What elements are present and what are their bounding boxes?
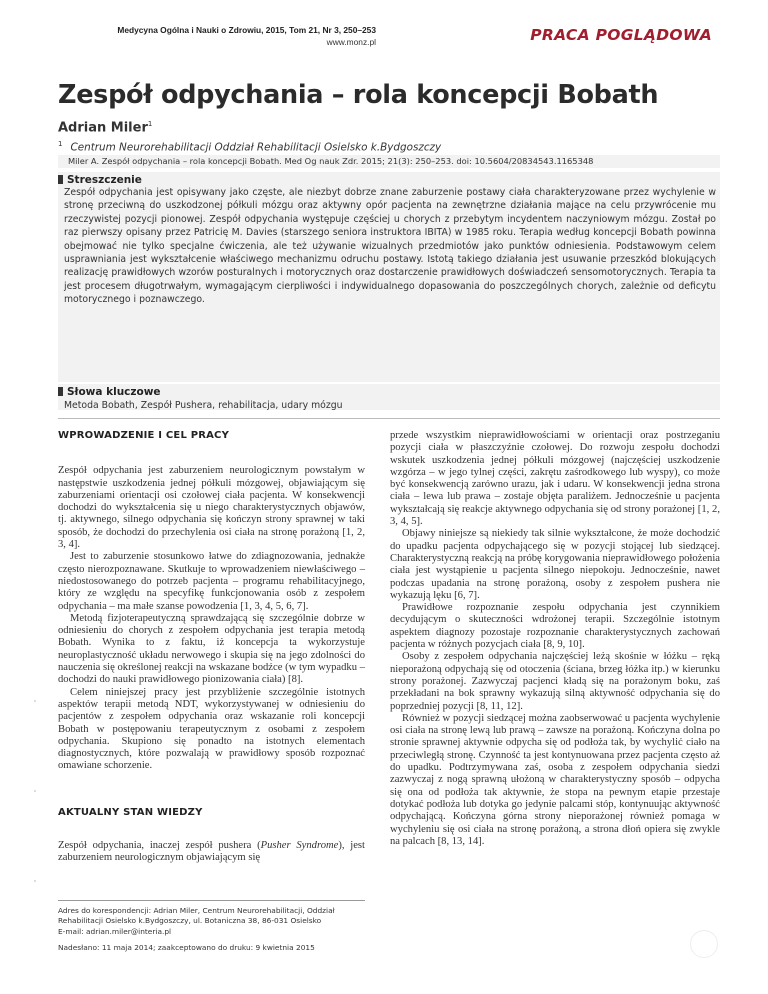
paragraph: Metodą fizjoterapeutyczną sprawdzającą się szczególnie dobrze w odniesieniu do chorych z zespołem odpychania jest terapia metodą Bobath. Wynika to z faktu, iż koncepcja ta wykorzystuje neuroplastyczność układu nerwowego i skupia się na jego zdolności do nauczenia się określonej reakcji na wskazane bodźce (w tym wypadku – dochodzi do nauki prawidłowego pionizowania ciała) [8]. — [58, 612, 365, 686]
watermark-seal-icon — [690, 930, 718, 958]
author-line — [58, 120, 152, 135]
left-column — [58, 430, 365, 865]
abstract-text: Zespół odpychania jest opisywany jako częste, ale niezbyt dobrze znane zaburzenie postawy ciała charakteryzowane przez wychylenie w stronę przeciwną do uszkodzonej półkuli mózgu oraz aktywny opór pacjenta na zewnętrzne działania mające na celu przywrócenie mu rzeczywistej pozycji pionowej. Zespół odpychania występuje częściej u chorych z przebytym incydentem naczyniowym mózgu. Został po raz pierwszy opisany przez Patricię M. Davies (starszego seniora instruktora IBITA) w 1985 roku. Terapia według koncepcji Bobath powinna obejmować nie tylko specjalne ćwiczenia, ale też używanie wizualnych przedmiotów jako punktów odniesienia. Podstawowym celem usprawniania jest wykształcenie właściwego mechanizmu odruchu postawy. Istotą takiego działania jest usuwanie przeszkód blokujących realizację prawidłowych wzorów posturalnych i motorycznych oraz dostarczenie prawidłowych doświadczeń sensomotorycznych. Terapia ta jest procesem długotrwałym, wymagającym cierpliwości i indywidualnego dopasowania do poszczególnych chorych, zależnie od deficytu motorycznego i poznawczego. — [64, 187, 716, 306]
author-name: Adrian Miler — [58, 120, 148, 136]
square-bullet-icon — [58, 387, 63, 396]
paragraph: Zespół odpychania jest zaburzeniem neurologicznym powstałym w następstwie uszkodzenia jednej półkuli mózgowej, objawiającym się zaburzeniami orientacji osi czołowej ciała pacjenta. W konsekwencji dochodzi do wykształcenia się u niego charakterystycznych objawów, tj. aktywnego, silnego odpychania się kończyn strony sprawnej w taki sposób, że dochodzi do przechylenia osi ciała na stronę porażoną [1, 2, 3, 4]. — [58, 465, 365, 551]
author-affiliation-marker: 1 — [147, 120, 153, 128]
margin-mark — [34, 700, 36, 702]
affiliation-marker: 1 — [58, 140, 63, 148]
journal-url[interactable]: www.monz.pl — [326, 37, 376, 47]
keywords-heading: Słowa kluczowe — [58, 386, 161, 398]
square-bullet-icon — [58, 175, 63, 184]
affiliation-text: Centrum Neurorehabilitacji Oddział Rehabilitacji Osielsko k.Bydgoszczy — [70, 141, 442, 154]
correspondence-footnote — [58, 900, 365, 954]
article-title: Zespół odpychania – rola koncepcji Bobath — [58, 80, 659, 110]
paragraph: Celem niniejszej pracy jest przybliżenie szczególnie istotnych aspektów terapii metodą NDT, wykorzystywanej w odniesieniu do pacjentów z zespołem odpychania oraz wskazanie roli koncepcji Bobath w postępowaniu terapeutycznym z osobami z zespołem odpychania. Skupiono się ponadto na istotnych elementach diagnostycznych, które pozwalają w prawidłowy sposób rozpoznać omawiane schorzenie. — [58, 686, 365, 772]
right-column — [390, 430, 720, 848]
abstract-heading: Streszczenie — [58, 174, 142, 186]
paragraph: Jest to zaburzenie stosunkowo łatwe do zdiagnozowania, jednakże często nierozpoznawane. Skutkuje to wprowadzeniem niewłaściwego – niedostosowanego do potrzeb pacjenta – programu rehabilitacyjnego, który ze względu na specyfikę funkcjonowania osób z zespołem odpychania – ma małe szanse powodzenia [1, 3, 4, 5, 6, 7]. — [58, 551, 365, 612]
margin-mark — [34, 790, 36, 792]
margin-mark — [34, 880, 36, 882]
paragraph: Osoby z zespołem odpychania najczęściej leżą skośnie w łóżku – ręką nieporażoną odpychają się od otoczenia (ściana, brzeg łóżka itp.) w kierunku strony porażonej. Zazwyczaj pacjenci kładą się na porażonym boku, zaś przekładani na bok sprawny wykazują silną aktywność odpychania się do poprzedniej pozycji [8, 11, 12]. — [390, 651, 720, 712]
submission-dates: Nadesłano: 11 maja 2014; zaakceptowano do druku: 9 kwietnia 2015 — [58, 943, 315, 953]
journal-citation: Medycyna Ogólna i Nauki o Zdrowiu, 2015, Tom 21, Nr 3, 250–253 — [117, 25, 376, 35]
paragraph: Zespół odpychania, inaczej zespół pushera (Pusher Syndrome), jest zaburzeniem neurologicznym objawiającym się — [58, 840, 365, 864]
section-divider — [58, 418, 720, 419]
paragraph: Objawy niniejsze są niekiedy tak silnie wykształcone, że może dochodzić do upadku pacjenta odpychającego się w pozycji stojącej lub siedzącej. Charakterystyczną reakcją na próbę korygowania nieprawidłowego położenia ciała jest wystąpienie u pacjenta silnego niepokoju. Jednocześnie, nawet podczas upadania na stronę porażoną, osoby z zespołem pushera nie wykazują lęku [6, 7]. — [390, 528, 720, 601]
correspondence-address: Adres do korespondencji: Adrian Miler, Centrum Neurorehabilitacji, Oddział Rehabilitacji Osielsko k.Bydgoszczy, ul. Botaniczna 38, 86-031 Osielsko — [58, 906, 335, 926]
paragraph: Również w pozycji siedzącej można zaobserwować u pacjenta wychylenie osi ciała na stronę lewą lub prawą – zawsze na porażoną. Kończyna dolna po stronie sprawnej aktywnie odpycha się od podłoża tak, by wychylić ciało na przeciwległą stronę. Czynność ta jest kontynuowana przez pacjenta często aż do upadku. Podtrzymywana zaś, osoba z zespołem odpychania siedzi zazwyczaj z nogą sprawną ułożoną w charakterystyczny sposób – odpycha się ona od podłoża tak aktywnie, że stopa na pewnym etapie przestaje dotykać podłoża lub dotyka go jedynie palcami stóp, kontynuując aktywność odpychającą. Kończyna górna strony nieporażonej również pomaga w wychyleniu się osi ciała na stronę porażoną, a strona dłoń opiera się zwykle na palcach [8, 13, 14]. — [390, 712, 720, 847]
section-heading-state: AKTUALNY STAN WIEDZY — [58, 806, 203, 818]
paragraph: przede wszystkim nieprawidłowościami w orientacji oraz postrzeganiu pozycji ciała w płaszczyźnie czołowej. Do rozwoju zespołu dochodzi wskutek uszkodzenia jednej półkuli mózgowej (najczęściej uszkodzenie wzgórza – w jego tylnej części, zakrętu zaśrodkowego lub wyspy), co może być konsekwencją zarówno urazu, jak i udaru. W konsekwencji jedna strona ciała – lewa lub prawa – zostaje objęta paraliżem. Jednocześnie u pacjenta wykształcają się reakcje aktywnego odpychania się od strony porażonej [1, 2, 3, 4, 5]. — [390, 430, 720, 528]
affiliation-line — [58, 140, 441, 153]
journal-header — [60, 24, 376, 48]
paragraph: Prawidłowe rozpoznanie zespołu odpychania jest czynnikiem decydującym o skuteczności wdrożonej terapii. Szczególnie istotnym aspektem diagnozy pozostaje rozpoznanie charakterystycznych zachowań pacjenta w różnych pozycjach ciała [8, 9, 10]. — [390, 602, 720, 651]
keywords-text: Metoda Bobath, Zespół Pushera, rehabilitacja, udary mózgu — [64, 400, 343, 411]
citation-line: Miler A. Zespół odpychania – rola koncepcji Bobath. Med Og nauk Zdr. 2015; 21(3): 250–253. doi: 10.5604/20834543.1165348 — [58, 155, 720, 168]
paper-type-label: PRACA POGLĄDOWA — [530, 26, 712, 44]
correspondence-email[interactable]: E-mail: adrian.miler@interia.pl — [58, 926, 172, 936]
section-heading-intro: WPROWADZENIE I CEL PRACY — [58, 430, 230, 441]
